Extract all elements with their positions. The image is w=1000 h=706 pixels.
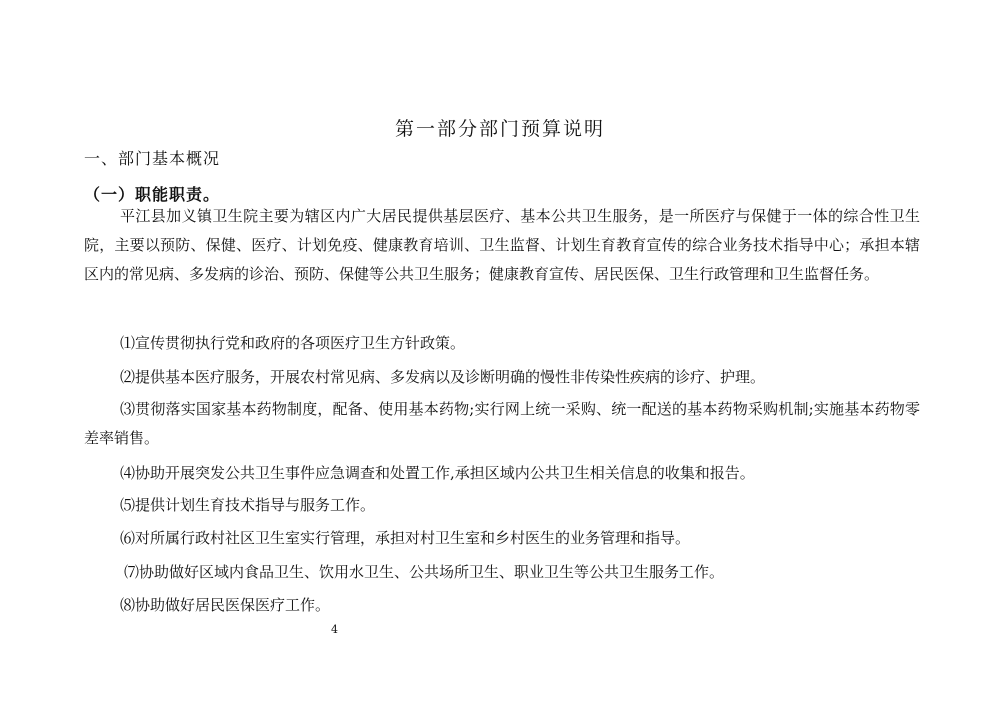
duty-item-5: ⑸提供计划生育技术指导与服务工作。	[120, 496, 376, 514]
section-heading: 一、部门基本概况	[84, 149, 221, 168]
duty-item-2: ⑵提供基本医疗服务，开展农村常见病、多发病以及诊断明确的慢性非传染性疾病的诊疗、护理。	[120, 368, 766, 386]
sub-heading: （一）职能职责。	[84, 185, 221, 204]
intro-paragraph: 平江县加义镇卫生院主要为辖区内广大居民提供基层医疗、基本公共卫生服务，是一所医疗与保健于一体的综合性卫生院，主要以预防、保健、医疗、计划免疫、健康教育培训、卫生监督、计划生育教育宣传的综合业务技术指导中心；承担本辖区内的常见病、多发病的诊治、预防、保健等公共卫生服务；健康教育宣传、居民医保、卫生行政管理和卫生监督任务。	[84, 207, 920, 283]
duty-item-3: ⑶贯彻落实国家基本药物制度，配备、使用基本药物;实行网上统一采购、统一配送的基本药物采购机制;实施基本药物零差率销售。	[84, 400, 920, 447]
duty-item-1: ⑴宣传贯彻执行党和政府的各项医疗卫生方针政策。	[120, 334, 466, 352]
duty-item-4: ⑷协助开展突发公共卫生事件应急调查和处置工作,承担区域内公共卫生相关信息的收集和报告。	[120, 464, 755, 482]
duty-item-8: ⑻协助做好居民医保医疗工作。	[120, 596, 331, 614]
duty-item-7: ⑺协助做好区域内食品卫生、饮用水卫生、公共场所卫生、职业卫生等公共卫生服务工作。	[124, 563, 725, 581]
page-title: 第一部分部门预算说明	[394, 118, 605, 140]
page-number: 4	[331, 623, 338, 636]
duty-item-6: ⑹对所属行政村社区卫生室实行管理，承担对村卫生室和乡村医生的业务管理和指导。	[120, 529, 691, 547]
